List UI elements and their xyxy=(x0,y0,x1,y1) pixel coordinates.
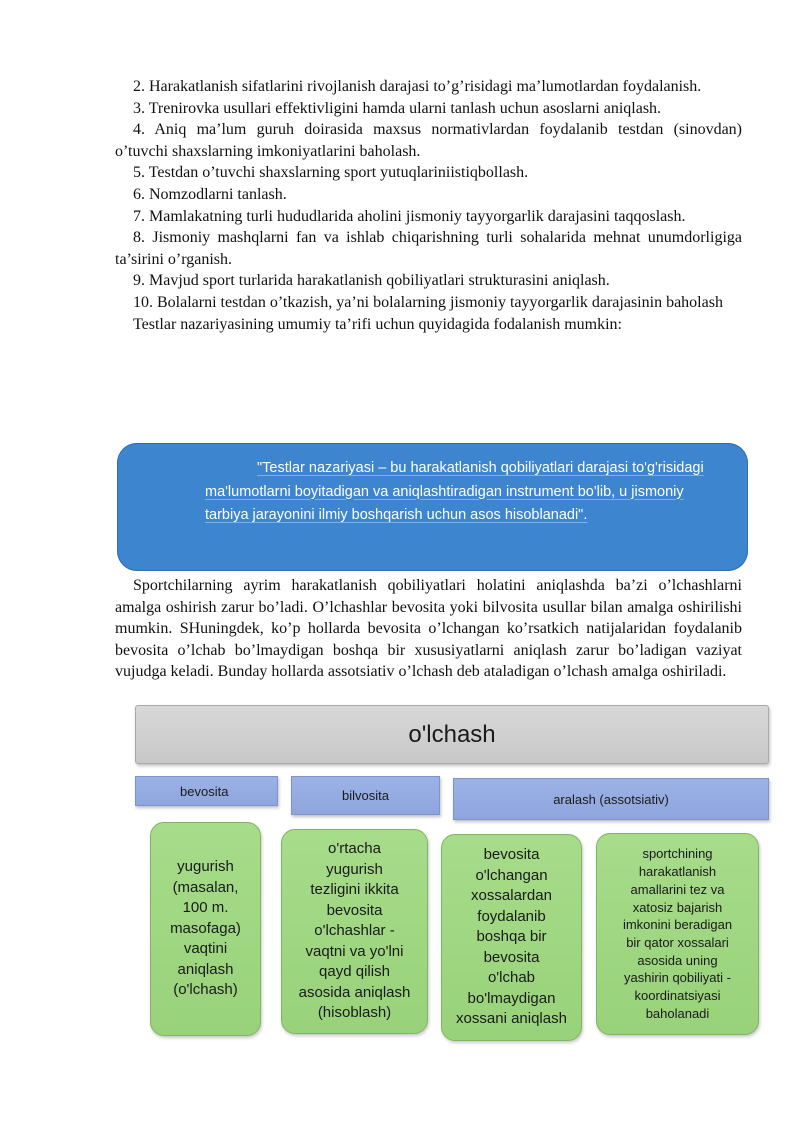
card-text: bevosita o'lchangan xossalardan foydalanib boshqa bir bevosita o'lchab bo'lmaydigan xossani aniqlash xyxy=(456,846,567,1028)
card-text: yugurish (masalan, 100 m. masofaga) vaqtini aniqlash (o'lchash) xyxy=(170,858,241,999)
category-mixed: aralash (assotsiativ) xyxy=(453,778,769,820)
list-item: 3. Trenirovka usullari effektivligini hamda ularni tanlash uchun asoslarni aniqlash. xyxy=(133,99,662,117)
category-direct: bevosita xyxy=(135,776,278,806)
numbered-list xyxy=(115,76,742,335)
card-text: o'rtacha yugurish tezligini ikkita bevosita o'lchashlar - vaqtni va yo'lni qayd qilish asosida aniqlash (hisoblash) xyxy=(298,840,411,1022)
list-item: 2. Harakatlanish sifatlarini rivojlanish darajasi to’g’risidagi ma’lumotlardan foydalanish. xyxy=(133,78,702,95)
definition-callout xyxy=(117,443,748,571)
list-item: 9. Mavjud sport turlarida harakatlanish qobiliyatlari strukturasini aniqlash. xyxy=(133,272,610,290)
list-item: 8. Jismoniy mashqlarni fan va ishlab chiqarishning turli sohalarida mehnat unumdorligiga ta’sirini o’rganish. xyxy=(115,229,742,268)
diagram-title: o'lchash xyxy=(135,705,769,764)
list-item: 6. Nomzodlarni tanlash. xyxy=(133,185,287,203)
body-text xyxy=(115,575,742,683)
list-item: 4. Aniq ma’lum guruh doirasida maxsus normativlardan foydalanib testdan (sinovdan) o’tuvchi shaxslarning imkoniyatlarini baholash. xyxy=(115,121,742,160)
card-indirect-example xyxy=(281,829,428,1034)
card-text: sportchining harakatlanish amallarini tez va xatosiz bajarish imkonini beradigan bir qator xossalari asosida uning yashirin qobiliyati - koordinatsiyasi baholanadi xyxy=(622,846,733,1021)
list-item: 10. Bolalarni testdan o’tkazish, ya’ni bolalarning jismoniy tayyorgarlik darajasinin baholash xyxy=(133,293,723,311)
card-direct-example xyxy=(150,822,261,1036)
measurement-paragraph: Sportchilarning ayrim harakatlanish qobiliyatlari holatini aniqlashda ba’zi o’lchashlarni amalga oshirish zarur bo’ladi. O’lchashlar bevosita yoki bilvosita usullar bilan amalga oshirilishi mumkin. SHuningdek, ko’p hollarda bevosita o’lchangan ko’rsatkich natijalaridan foydalanib bevosita o’lchab bo’lmaydigan boshqa bir xususiyatlarni aniqlash zarur bo’ladigan vaziyat vujudga keladi. Bunday hollarda assotsiativ o’lchash deb ataladigan o’lchash amalga oshiriladi. xyxy=(115,577,742,681)
category-indirect: bilvosita xyxy=(291,776,440,815)
card-mixed-example xyxy=(596,833,759,1035)
list-item: 5. Testdan o’tuvchi shaxslarning sport yutuqlariniistiqbollash. xyxy=(133,164,529,182)
intro-paragraph: Testlar nazariyasining umumiy ta’rifi uchun quyidagida fodalanish mumkin: xyxy=(133,315,622,333)
list-item: 7. Mamlakatning turli hududlarida aholini jismoniy tayyorgarlik darajasini taqqoslash. xyxy=(133,207,686,225)
definition-text: "Testlar nazariyasi – bu harakatlanish qobiliyatlari darajasi to'g'risidagi ma'lumotlarni boyitadigan va aniqlashtiradigan instrument bo'lib, u jismoniy tarbiya jarayonini ilmiy boshqarish uchun asos hisoblanadi". xyxy=(205,460,704,523)
card-mixed-definition xyxy=(441,834,582,1041)
